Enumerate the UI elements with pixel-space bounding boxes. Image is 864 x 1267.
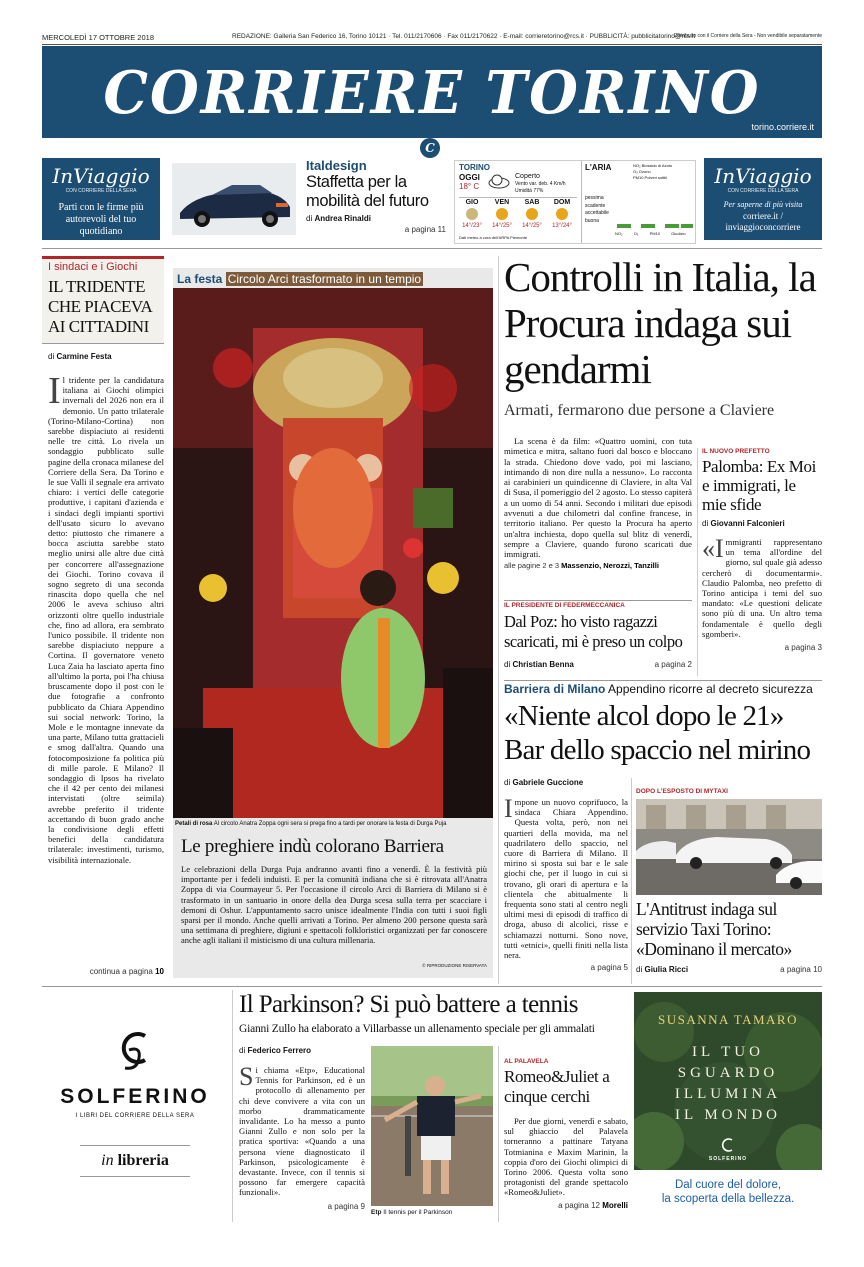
inviaggio-sub: CON CORRIERE DELLA SERA — [727, 188, 799, 194]
palomba-article[interactable] — [702, 448, 822, 652]
parkinson-author: Federico Ferrero — [247, 1046, 312, 1055]
solferino-libreria: in libreria — [101, 1152, 169, 1169]
site-url[interactable]: torino.corriere.it — [751, 122, 814, 132]
byline-prefix: di — [504, 778, 511, 787]
parkinson-body: Si chiama «Etp», Educational Tennis for Parkinson, ed è un protocollo di allenamento per chi deve convivere a vita con un morbo drammaticamente invalidante. Lo ha messo a punto Gianni Zullo e non solo per la pratica sportiva: «Quando a una persona viene diagnosticato il Parkinson, psicologicamente è devastante. Invece, con il tennis si possono far emergere capacità funzionali». — [239, 1062, 365, 1198]
lead-body: La scena è da film: «Quattro uomini, con tuta mimetica e mitra, saltano fuori dal bosco e bloccano la strada. Chiedono dove vado, poi mi lasciano, intimando di non dire nulla a nessuno». Lo racconta ai carabinieri un quindicenne di Claviere, in alta Val di Susa, il pomeriggio del 2 agosto. Lo stesso capiterà a un uomo di 54 anni. Secondo i militari due episodi avvenuti a due chilometri dal confine francese, in territorio italiano. Per questo la Procura ha aperto un'altra inchiesta, dopo quella sul blitz di venerdì, sempre a Claviere, quando furono scaricati due immigrati. — [504, 436, 692, 560]
antitrust-title: L'Antitrust indaga sul servizio Taxi Torino: «Dominano il mercato» — [636, 899, 792, 959]
dalpoz-author: Christian Benna — [512, 660, 574, 669]
dropcap: «I — [702, 534, 724, 563]
parkinson-page: a pagina 9 — [327, 1201, 365, 1211]
inviaggio-text: Parti con le firme più autorevoli del tuo quotidiano — [58, 202, 144, 237]
giochi-title: IL TRIDENTE CHE PIACEVA AI CITTADINI — [48, 277, 152, 336]
tamaro-book-title: IL TUO SGUARDO ILLUMINA IL MONDO — [674, 1044, 782, 1123]
italdesign-kicker: Italdesign — [306, 158, 367, 173]
giochi-editorial[interactable] — [42, 256, 164, 976]
romeo-page: a pagina 12 Morelli — [558, 1200, 628, 1210]
palomba-title: Palomba: Ex Moi e immigrati, le mie sfide — [702, 457, 816, 514]
forecast-day-1: VEN 14°/25° — [492, 199, 512, 229]
barriera-body-block[interactable] — [504, 778, 628, 972]
sun-icon — [526, 208, 538, 220]
barriera-page: a pagina 5 — [590, 963, 628, 973]
festa-credit: © RIPRODUZIONE RISERVATA — [422, 963, 487, 968]
byline-prefix: di — [48, 352, 55, 361]
taxi-photo — [636, 799, 822, 895]
tamaro-publisher: SOLFERINO — [708, 1156, 748, 1162]
lead-article[interactable] — [504, 254, 822, 420]
barriera-author: Gabriele Guccione — [512, 778, 584, 787]
parkinson-body-block[interactable] — [239, 1046, 365, 1211]
inviaggio-logo: InViaggio — [52, 164, 150, 188]
parkinson-title: Il Parkinson? Si può battere a tennis — [239, 991, 578, 1018]
lead-body-block[interactable] — [504, 436, 692, 570]
giochi-kicker: I sindaci e i Giochi — [48, 261, 138, 273]
inviaggio-ad-right[interactable] — [704, 158, 822, 240]
barriera-article[interactable] — [504, 682, 822, 767]
inviaggio-sub: CON CORRIERE DELLA SERA — [65, 188, 137, 194]
air-legend: NO₂ O₃ PM10 Giudizio — [615, 231, 686, 236]
redazione-info: REDAZIONE: Galleria San Federico 16, Torino 10121 · Tel. 011/2170606 · Fax 011/2170622 · E-mail: corrieretorino@rcs.it · PUBBLICITÀ: pubblicitatorino@rcs.it — [232, 33, 696, 40]
corriere-c-icon: C — [420, 138, 440, 158]
distribution-note: Distribuito con il Corriere della Sera - Non vendibile separatamente — [673, 33, 822, 39]
air-bar-o3 — [641, 224, 655, 228]
italdesign-page: a pagina 11 — [404, 225, 446, 234]
solferino-sub: I LIBRI DEL CORRIERE DELLA SERA — [75, 1113, 195, 1119]
romeo-title: Romeo&Juliet a cinque cerchi — [504, 1067, 610, 1106]
solferino-name: SOLFERINO — [60, 1085, 210, 1108]
masthead-title: CORRIERE TORINO — [103, 58, 761, 128]
sun-icon — [556, 208, 568, 220]
lead-subtitle: Armati, fermarono due persone a Claviere — [504, 402, 775, 419]
weather-temp: 18° C — [459, 182, 480, 191]
air-bar-giudizio — [681, 224, 693, 228]
dalpoz-page: a pagina 2 — [654, 660, 692, 669]
barriera-kicker-line: Barriera di Milano Appendino ricorre al decreto sicurezza — [504, 682, 813, 696]
inviaggio-ad-left[interactable] — [42, 158, 160, 240]
byline-prefix: di — [636, 965, 643, 974]
giochi-author: Carmine Festa — [56, 352, 112, 361]
barriera-body: Impone un nuovo coprifuoco, la sindaca Chiara Appendino. Questa volta, però, non nei quartieri della movida, ma nel quadrilatero dello spaccio, nel cuore di Barriera di Milano. Il mirino si sposta sui bar e le sale giochi che, per il luogo in cui si trovano, gli orari di apertura e la clientela che abitualmente li frequenta sono stati al centro negli ultimi mesi di episodi di traffico di droga, abuso di alcolici, risse e schiamazzi notturni. Sono nove, tutti «etnici», quelli finiti nella lista nera. — [504, 794, 628, 961]
weather-wind: Vento var. deb. 4 Km/h — [515, 181, 566, 187]
lead-pages: alle pagine 2 e 3 Massenzio, Nerozzi, Tanzilli — [504, 560, 659, 570]
solferino-ad[interactable] — [42, 990, 228, 1220]
weather-desc: Coperto — [515, 173, 540, 180]
air-title: L'ARIA — [585, 163, 612, 172]
cloud-icon — [487, 173, 511, 189]
italdesign-author: Andrea Rinaldi — [314, 214, 371, 223]
antitrust-author: Giulia Ricci — [644, 965, 689, 974]
giochi-continua: continua a pagina 10 — [89, 967, 164, 976]
issue-date: MERCOLEDÌ 17 OTTOBRE 2018 — [42, 33, 154, 42]
dropcap: I — [48, 375, 61, 412]
car-photo — [172, 163, 296, 235]
weather-source: Dati meteo a cura dell'ARPA Piemonte — [459, 235, 528, 240]
antitrust-article[interactable] — [636, 788, 822, 974]
inviaggio-text1: Per saperne di più visita — [723, 200, 803, 209]
forecast-day-0: GIO 14°/23° — [462, 199, 482, 229]
antitrust-kicker: DOPO L'ESPOSTO DI MYTAXI — [636, 788, 728, 795]
sun-icon — [496, 208, 508, 220]
solferino-logo-icon — [115, 1026, 155, 1076]
festa-feature[interactable] — [173, 268, 493, 978]
byline-prefix: di — [239, 1046, 246, 1055]
byline-prefix: di — [504, 660, 511, 669]
byline-prefix: di — [306, 214, 313, 223]
festa-title: Le preghiere indù colorano Barriera — [181, 836, 444, 857]
festa-caption: Petali di rosa Al circolo Anatra Zoppa ogni sera si prega fino a tardi per onorare la festa di Durga Puja — [175, 821, 447, 827]
festa-kicker-line: La festa Circolo Arci trasformato in un tempio — [177, 272, 422, 286]
weather-today: OGGI — [459, 173, 480, 182]
romeo-kicker: AL PALAVELA — [504, 1058, 549, 1065]
dalpoz-article[interactable] — [504, 602, 692, 669]
weather-humidity: Umidità 77% — [515, 188, 544, 194]
palomba-body: «Immigranti rappresentano un tema all'ordine del giorno, sul quale già adesso cercherò di documentarmi». Claudio Palomba, neo prefetto di Torino anticipa i temi del suo mandato: «Le questioni delicate sono più di una. Un altro tema fondamentale è quello degli sgomberi». — [702, 534, 822, 639]
air-pollutants: NO₂ Biossido di Azoto O₃ Ozono PM10 Polveri sottili — [633, 163, 673, 180]
palomba-page: a pagina 3 — [784, 643, 822, 653]
dalpoz-kicker: IL PRESIDENTE DI FEDERMECCANICA — [504, 602, 625, 609]
parkinson-article[interactable] — [239, 990, 629, 1035]
italdesign-title: Staffetta per la mobilità del futuro — [306, 173, 429, 210]
header-divider — [42, 44, 822, 45]
tennis-caption: Etp Il tennis per il Parkinson — [371, 1209, 453, 1216]
durga-puja-photo — [173, 288, 493, 818]
tamaro-tagline: Dal cuore del dolore, la scoperta della bellezza. — [634, 1170, 822, 1222]
weather-city: TORINO — [459, 163, 490, 172]
masthead — [42, 46, 822, 138]
forecast-day-3: DOM 13°/24° — [552, 199, 572, 229]
romeo-body: Per due giorni, venerdì e sabato, sul ghiaccio del Palavela torneranno a pattinare Tatyana Totmianina e Maxim Marinin, la coppia d'oro dei Giochi olimpici di Torino 2006. Questa volta sono protagonisti del grande spettacolo «Romeo&Juliet». — [504, 1116, 628, 1198]
palomba-kicker: IL NUOVO PREFETTO — [702, 448, 770, 455]
solferino-logo-icon — [720, 1136, 736, 1154]
weather-box — [454, 160, 696, 244]
tamaro-author: SUSANNA TAMARO — [658, 1012, 798, 1027]
parkinson-subtitle: Gianni Zullo ha elaborato a Villarbasse un allenamento speciale per gli ammalati — [239, 1023, 595, 1035]
air-levels: pessima scadente accettabile buona — [585, 195, 609, 224]
giochi-body: Il tridente per la candidatura italiana ai Giochi olimpici invernali del 2026 non era il demonio. Un patto trilaterale (Torino-Milano-Cortina) non sarebbe dispiaciuto ai residenti nelle tre città. Lo rivela un sondaggio pubblicato sulle pagine della cronaca milanese del Corriere della Sera. Da Torino e le sue Valli il segnale era arrivato chiaro: i vertici delle categorie produttive, i capitani d'azienda e i sindaci degli impianti sportivi dell'usato sicuro lo avevano detto: piuttosto che rimanere a bocca asciutta sarebbe stato meglio unirsi alle altre due città per concorrere all'assegnazione dei Giochi. Torino covava il sogno segreto di una seconda rinascita dopo quella che nel 2006 le aveva schiuso altri orizzonti oltre quello industriale che, fino ad allora, era sembrato l'unico possibile. Il tridente non sarebbe dispiaciuto neppure a Cortina. Il governatore veneto Luca Zaia ha lasciato aperta fino all'ultimo la porta, poi l'ha chiusa bruscamente dopo il post con le due fotografie a confronto pubblicato da Chiara Appendino sui social network: Torino, la Mole e le montagne innevate da una parte, Milano tutta grattacieli e smog dall'altra. Quando una fotocomposizione fa politica più di mille parole. E Milano? Il sondaggio di Ipsos ha rivelato che il 42 per cento dei milanesi intervistati (oltre seimila) avrebbe preferito il tridente accettando di buon grado anche la condivisione degli effetti benefici della candidatura trilaterale: investimenti, turismo, visibilità internazionale. — [48, 375, 164, 865]
inviaggio-logo: InViaggio — [714, 164, 812, 188]
byline-prefix: di — [702, 519, 709, 528]
dalpoz-title: Dal Poz: ho visto ragazzi scaricati, mi è preso un colpo — [504, 612, 683, 651]
antitrust-page: a pagina 10 — [780, 965, 822, 974]
inviaggio-text2: corriere.it / inviaggioconcorriere — [725, 211, 801, 232]
air-bar-no2 — [617, 224, 631, 228]
tamaro-book-ad[interactable] — [634, 992, 822, 1222]
air-bar-pm10 — [665, 224, 679, 228]
tennis-photo — [371, 1046, 493, 1206]
palomba-author: Giovanni Falconieri — [710, 519, 785, 528]
romeo-article[interactable] — [504, 1058, 628, 1210]
forecast-day-2: SAB 14°/25° — [522, 199, 542, 229]
barriera-title: «Niente alcol dopo le 21» Bar dello spaccio nel mirino — [504, 700, 811, 766]
dropcap: I — [504, 794, 513, 823]
italdesign-article[interactable] — [306, 158, 446, 234]
dropcap: S — [239, 1062, 254, 1091]
sun-icon — [466, 208, 478, 220]
lead-title: Controlli in Italia, la Procura indaga sui gendarmi — [504, 254, 816, 392]
festa-body: Le celebrazioni della Durga Puja andranno avanti fino a venerdì. È la festività più importante per i fedeli induisti. E per la comunità indiana che si è ritrovata all'Anatra Zoppa di via Courmayeur 5. Per l'occasione il circolo Arci di Barriera di Milano si è trasformato in un santuario in onore della dea Durga scesa sulla terra per scacciare i demoni di Oshur. L'appuntamento sacro unisce idealmente l'India con tutti i suoi figli sparsi per il mondo. Anche quelli arrivati a Torino. Per almeno 200 persone questa sarà una settimana di preghiere, digiuni e spettacoli folkloristici organizzati per far conoscere anche agli italiani il misticismo di una cultura millenaria. — [181, 864, 487, 946]
